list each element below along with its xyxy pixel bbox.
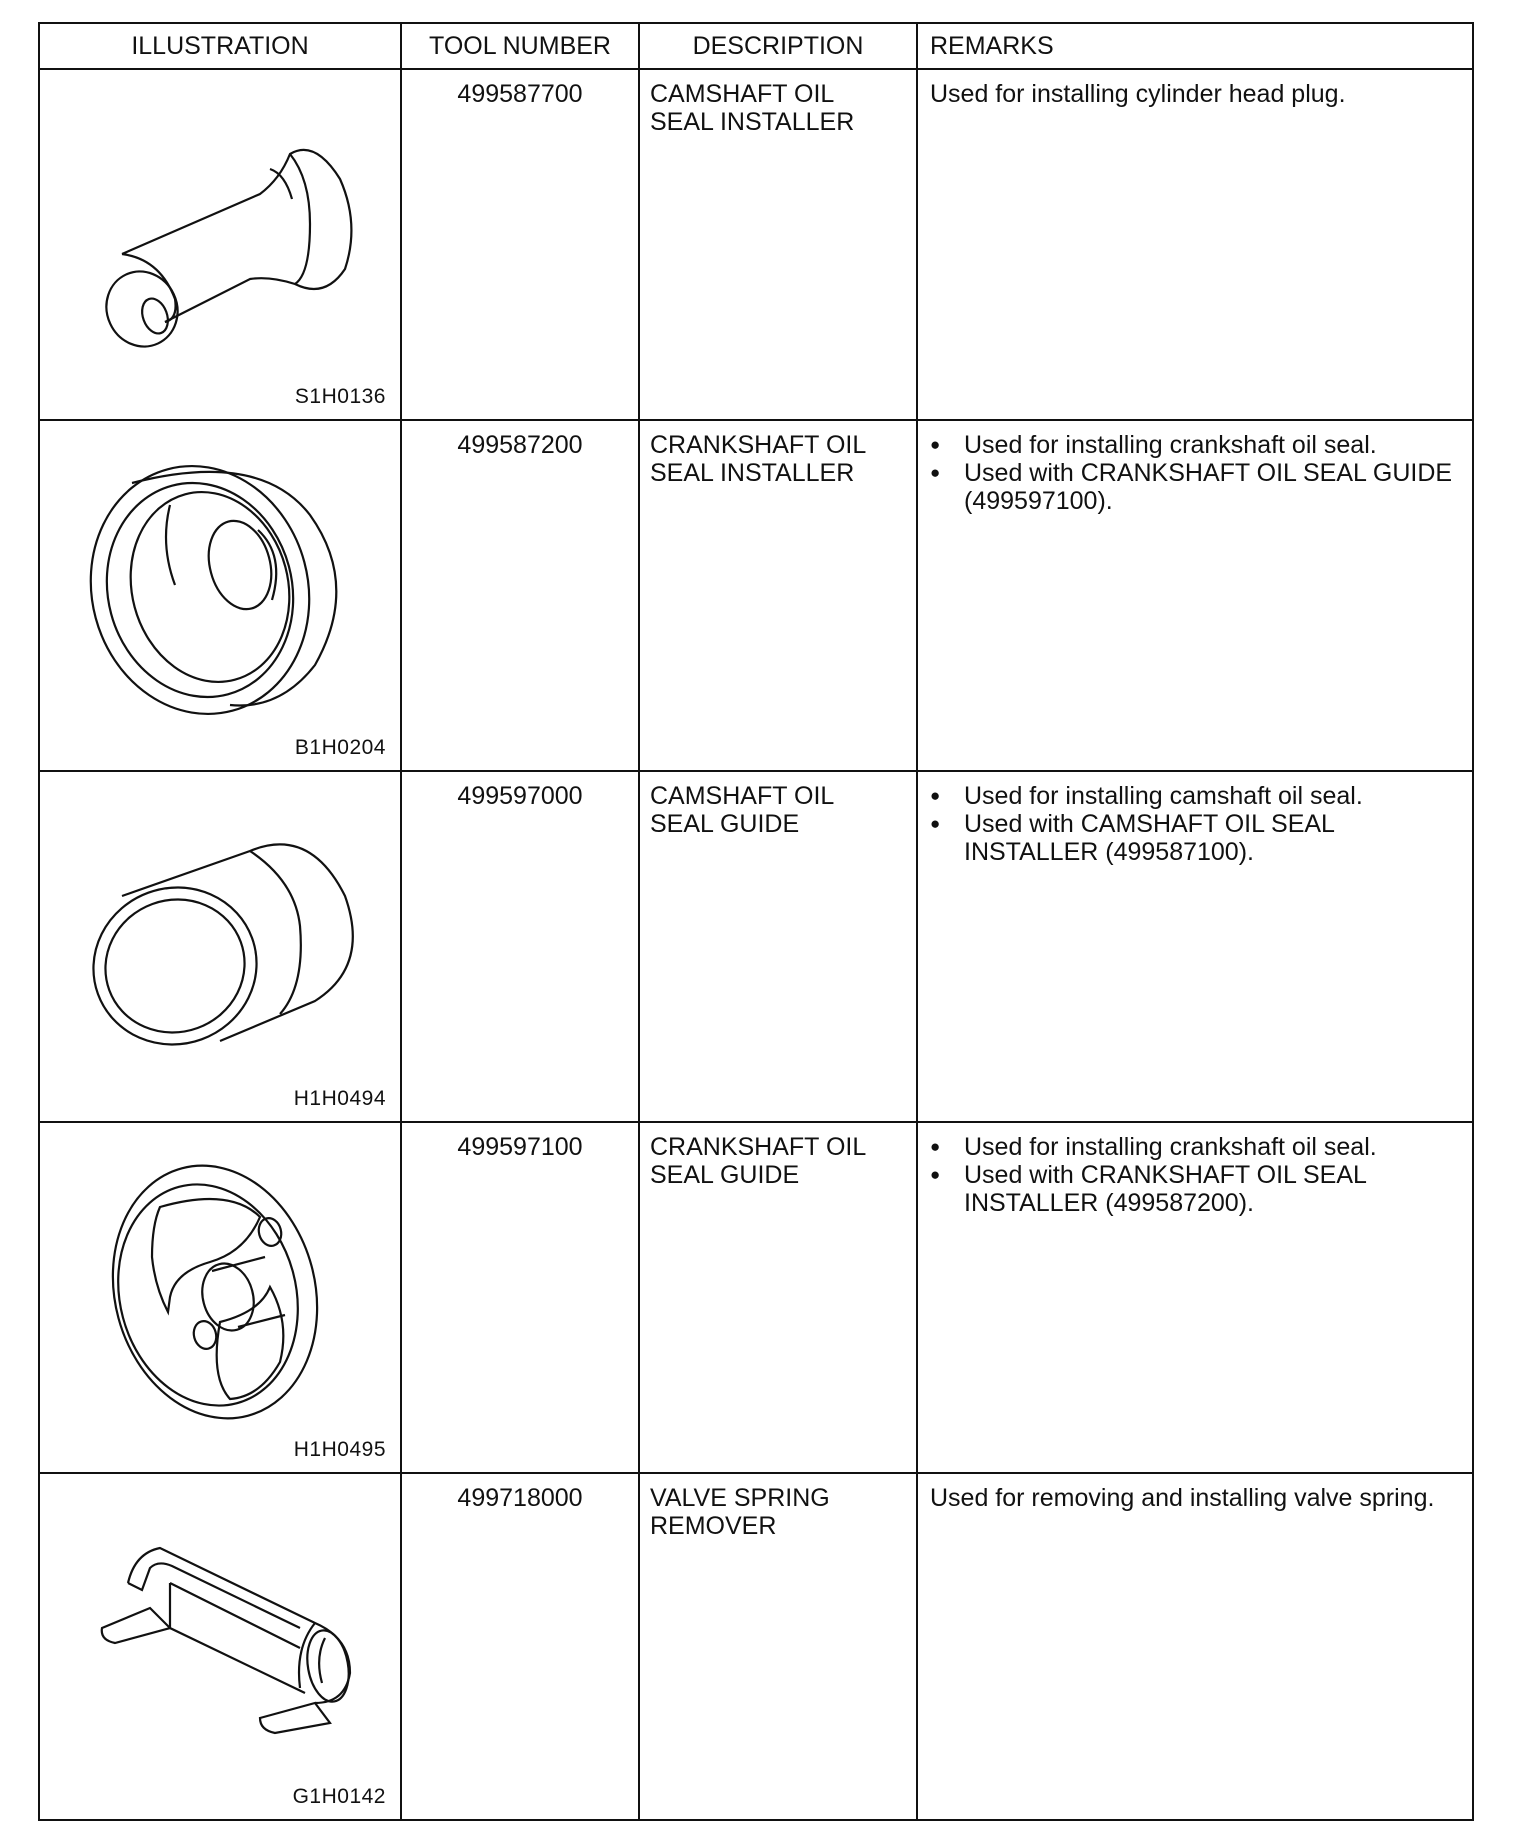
description-text: CRANKSHAFT OIL SEAL INSTALLER <box>650 431 867 487</box>
remarks-cell <box>917 1122 1473 1473</box>
remark-item: ● Used for installing crankshaft oil seal. <box>930 431 1460 459</box>
tool-description <box>639 1122 917 1473</box>
figure-code: H1H0494 <box>293 1087 386 1110</box>
description-text: VALVE SPRING REMOVER <box>650 1484 830 1540</box>
tool-number: 499587200 <box>401 420 639 771</box>
description-text: CRANKSHAFT OIL SEAL GUIDE <box>650 1133 867 1189</box>
description-text: CAMSHAFT OIL SEAL INSTALLER <box>650 80 855 136</box>
tool-description <box>639 420 917 771</box>
illustration-cell <box>39 771 401 1122</box>
figure-code: G1H0142 <box>292 1785 386 1808</box>
remarks-list <box>930 431 1460 515</box>
remarks-cell <box>917 69 1473 420</box>
table-row <box>39 1122 1473 1473</box>
crankshaft-oil-seal-guide-drawing <box>60 1137 380 1437</box>
remarks-list <box>930 1133 1460 1217</box>
tool-number: 499718000 <box>401 1473 639 1820</box>
remark-item: ● Used with CRANKSHAFT OIL SEAL GUIDE (499597100). <box>930 459 1460 515</box>
camshaft-oil-seal-guide-drawing <box>60 786 380 1086</box>
header-illustration: ILLUSTRATION <box>39 23 401 69</box>
tool-description <box>639 1473 917 1820</box>
illustration-cell <box>39 1122 401 1473</box>
table-header-row <box>39 23 1473 69</box>
illustration-cell <box>39 420 401 771</box>
header-tool-number: TOOL NUMBER <box>401 23 639 69</box>
tool-number: 499597100 <box>401 1122 639 1473</box>
remark-text: Used for installing cylinder head plug. <box>930 80 1346 108</box>
table-row <box>39 420 1473 771</box>
figure-code: H1H0495 <box>293 1438 386 1461</box>
remark-text: Used for removing and installing valve spring. <box>930 1484 1435 1512</box>
illustration-cell <box>39 1473 401 1820</box>
tool-number: 499587700 <box>401 69 639 420</box>
header-description: DESCRIPTION <box>639 23 917 69</box>
tool-number: 499597000 <box>401 771 639 1122</box>
table-row <box>39 771 1473 1122</box>
remarks-cell <box>917 1473 1473 1820</box>
figure-code: S1H0136 <box>294 385 386 408</box>
description-text: CAMSHAFT OIL SEAL GUIDE <box>650 782 835 838</box>
table-row <box>39 1473 1473 1820</box>
header-remarks: REMARKS <box>917 23 1473 69</box>
illustration-cell <box>39 69 401 420</box>
special-tools-table <box>38 22 1474 1821</box>
remarks-cell <box>917 771 1473 1122</box>
remark-item: ● Used with CAMSHAFT OIL SEAL INSTALLER (499587100). <box>930 810 1460 866</box>
tool-description <box>639 69 917 420</box>
tool-table-sheet <box>38 22 1472 1821</box>
table-row <box>39 69 1473 420</box>
valve-spring-remover-drawing <box>60 1488 380 1788</box>
crankshaft-oil-seal-installer-drawing <box>60 435 380 735</box>
remark-item: ● Used for installing camshaft oil seal. <box>930 782 1460 810</box>
remark-item: ● Used with CRANKSHAFT OIL SEAL INSTALLER (499587200). <box>930 1161 1460 1217</box>
remarks-list <box>930 782 1460 866</box>
tool-description <box>639 771 917 1122</box>
remark-item: ● Used for installing crankshaft oil seal. <box>930 1133 1460 1161</box>
figure-code: B1H0204 <box>294 736 386 759</box>
remarks-cell <box>917 420 1473 771</box>
camshaft-oil-seal-installer-drawing <box>60 84 380 384</box>
